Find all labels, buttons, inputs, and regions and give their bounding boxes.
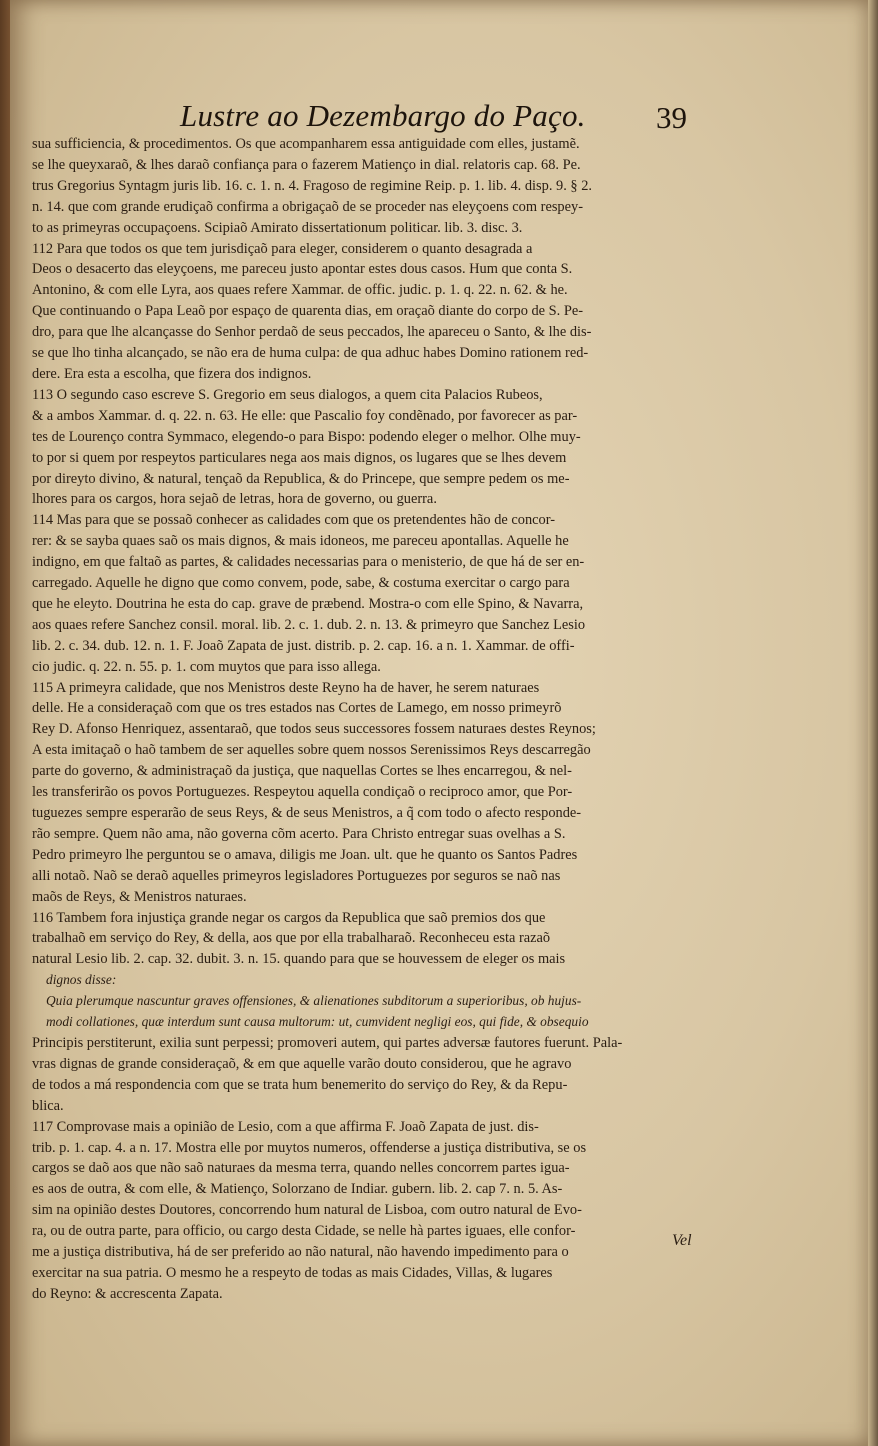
text-line: Quia plerumque nascuntur graves offensiones, & alienationes subditorum a superioribus, ob hujus- (46, 993, 582, 1009)
text-line: tes de Lourenço contra Symmaco, elegendo-o para Bispo: podendo eleger o melhor. Olhe muy- (32, 428, 581, 445)
text-line: natural Lesio lib. 2. cap. 32. dubit. 3. n. 15. quando para que se houvessem de eleger os mais (32, 951, 566, 968)
text-line: Deos o desacerto das eleyçoens, me pareceu justo apontar estes dous casos. Hum que conta S. (32, 261, 573, 278)
text-line: 114 Mas para que se possaõ conhecer as calidades com que os pretendentes hão de concor- (32, 512, 556, 529)
text-line: parte do governo, & administraçaõ da justiça, que naquellas Cortes se lhes encarregou, & nel- (32, 763, 572, 780)
text-line: aos quaes refere Sanchez consil. moral. lib. 2. c. 1. dub. 2. n. 13. & primeyro que Sanchez Lesio (32, 616, 586, 633)
text-line: tuguezes sempre esperarão de seus Reys, & de seus Menistros, a q̃ com todo o afecto responde- (32, 805, 582, 821)
text-line: A esta imitaçaõ o haõ tambem de ser aquelles sobre quem nossos Serenissimos Reys descarregão (32, 742, 591, 759)
running-head: Lustre ao Dezembargo do Paço. (180, 98, 586, 133)
text-line: lib. 2. c. 34. dub. 12. n. 1. F. Joaõ Zapata de just. distrib. p. 2. cap. 16. a n. 1. Xammar. de offi- (32, 637, 575, 654)
text-line: 113 O segundo caso escreve S. Gregorio em seus dialogos, a quem cita Palacios Rubeos, (32, 386, 543, 403)
text-line: rão sempre. Quem não ama, não governa cõm acerto. Para Christo entregar suas ovelhas a S. (32, 825, 566, 842)
text-line: n. 14. que com grande erudiçaõ confirma a obrigaçaõ de se proceder nas eleyçoens com respey- (32, 198, 583, 215)
catchword: Vel (672, 1232, 692, 1249)
text-line: to por si quem por respeytos particulares nega aos mais dignos, os lugares que se lhes devem (32, 449, 567, 466)
text-line: to as primeyras occupaçoens. Scipiaõ Amirato dissertationum politicar. lib. 3. disc. 3. (32, 219, 523, 236)
text-line: ra, ou de outra parte, para officio, ou cargo desta Cidade, se nelle hà partes iguaes, elle confor- (32, 1223, 576, 1240)
text-line: Antonino, & com elle Lyra, aos quaes refere Xammar. de offic. judic. p. 1. q. 22. n. 62. & he. (32, 282, 568, 299)
text-line: Que continuando o Papa Leaõ por espaço de quarenta dias, em oraçaõ diante do corpo de S. Pe- (32, 303, 584, 320)
text-line: delle. He a consideraçaõ com que os tres estados nas Cortes de Lamego, em nosso primeyrõ (32, 700, 562, 717)
text-line: 117 Comprovase mais a opinião de Lesio, com a que affirma F. Joaõ Zapata de just. dis- (32, 1118, 539, 1135)
text-line: de todos a má respondencia com que se trata hum benemerito do serviço do Rey, & da Repu- (32, 1076, 568, 1093)
text-line: Principis perstiterunt, exilia sunt perpessi; promoveri autem, qui partes adversæ fautores fuerunt. Pala- (32, 1034, 623, 1051)
text-line: 115 A primeyra calidade, que nos Menistros deste Reyno ha de haver, he serem naturaes (32, 679, 540, 696)
text-line: es aos de outra, & com elle, & Matienço, Solorzano de Indiar. gubern. lib. 2. cap 7. n. 5. As- (32, 1181, 563, 1198)
page-header (180, 98, 700, 138)
text-line: 116 Tambem fora injustiça grande negar os cargos da Republica que saõ premios dos que (32, 909, 546, 926)
text-line: modi collationes, quæ interdum sunt causa multorum: ut, cumvident negligi eos, qui fide, & obsequio (46, 1014, 589, 1030)
text-line: & a ambos Xammar. d. q. 22. n. 63. He elle: que Pascalio foy condẽnado, por favorecer as par- (32, 407, 578, 424)
text-line: por direyto divino, & natural, tençaõ da Republica, & do Princepe, que sempre pedem os me- (32, 470, 570, 487)
text-line: lhores para os cargos, hora sejaõ de letras, hora de governo, ou guerra. (32, 491, 437, 508)
text-line: dignos disse: (46, 972, 117, 988)
text-line: do Reyno: & accrescenta Zapata. (32, 1285, 223, 1302)
text-line: trabalhaõ em serviço do Rey, & della, aos que por ella trabalharaõ. Reconheceu esta razaõ (32, 930, 551, 947)
text-line: blica. (32, 1097, 64, 1114)
book-page (10, 0, 868, 1446)
text-line: indigno, em que faltaõ as partes, & calidades necessarias para o menisterio, de que há de ser en- (32, 554, 585, 571)
text-line: carregado. Aquelle he digno que como convem, pode, sabe, & costuma exercitar o cargo para (32, 575, 570, 592)
text-line: me a justiça distributiva, há de ser preferido ao não natural, não havendo impedimento para o (32, 1244, 569, 1261)
text-line: cargos se daõ aos que não saõ naturaes da mesma terra, quando nelles concorrem partes igua- (32, 1160, 570, 1177)
text-line: dere. Era esta a escolha, que fizera dos indignos. (32, 365, 312, 382)
text-line: alli notaõ. Naõ se deraõ aquelles primeyros legisladores Portuguezes por seguros se naõ nas (32, 867, 561, 884)
text-line: trib. p. 1. cap. 4. a n. 17. Mostra elle por muytos numeros, offenderse a justiça distributiva, se os (32, 1139, 587, 1156)
text-line: vras dignas de grande consideraçaõ, & em que aquelle varão douto considerou, que he agravo (32, 1055, 572, 1072)
text-line: cio judic. q. 22. n. 55. p. 1. com muytos que para isso allega. (32, 658, 381, 675)
text-line: 112 Para que todos os que tem jurisdiçaõ para eleger, considerem o quanto desagrada a (32, 240, 533, 257)
text-line: dro, para que lhe alcançasse do Senhor perdaõ de seus peccados, lhe apareceu o Santo, & lhe dis- (32, 324, 592, 341)
text-line: se lhe queyxaraõ, & lhes daraõ confiança para o fazerem Matienço in dial. relatoris cap. 68. Pe. (32, 156, 581, 173)
text-line: rer: & se sayba quaes saõ os mais dignos, & mais idoneos, me pareceu apontallas. Aquelle he (32, 533, 569, 550)
body-text (32, 134, 692, 1305)
text-line: Pedro primeyro lhe perguntou se o amava, diligis me Joan. ult. que he quanto os Santos Padres (32, 846, 578, 863)
text-line: que he eleyto. Doutrina he esta do cap. grave de præbend. Mostra-o com elle Spino, & Navarra, (32, 595, 584, 612)
text-line: Rey D. Afonso Henriquez, assentaraõ, que todos seus successores fossem naturaes destes Reynos; (32, 721, 596, 738)
text-line: trus Gregorius Syntagm juris lib. 16. c. 1. n. 4. Fragoso de regimine Reip. p. 1. lib. 4. disp. 9. § 2. (32, 177, 592, 194)
text-line: les transferirão os povos Portuguezes. Respeytou aquella condiçaõ o reciproco amor, que Por- (32, 784, 573, 801)
text-line: exercitar na sua patria. O mesmo he a respeyto de todas as mais Cidades, Villas, & lugares (32, 1264, 553, 1281)
page-number: 39 (656, 100, 687, 135)
text-line: se que lho tinha alcançado, se não era de huma culpa: de qua adhuc habes Domino rationem red- (32, 345, 589, 362)
text-line: maõs de Reys, & Menistros naturaes. (32, 888, 247, 905)
page-edge (868, 0, 878, 1446)
text-line: sim na opinião destes Doutores, concorrendo hum natural de Lisboa, com outro natural de Evo- (32, 1202, 582, 1219)
text-line: sua sufficiencia, & procedimentos. Os que acompanharem essa antiguidade com elles, justamẽ. (32, 136, 580, 152)
